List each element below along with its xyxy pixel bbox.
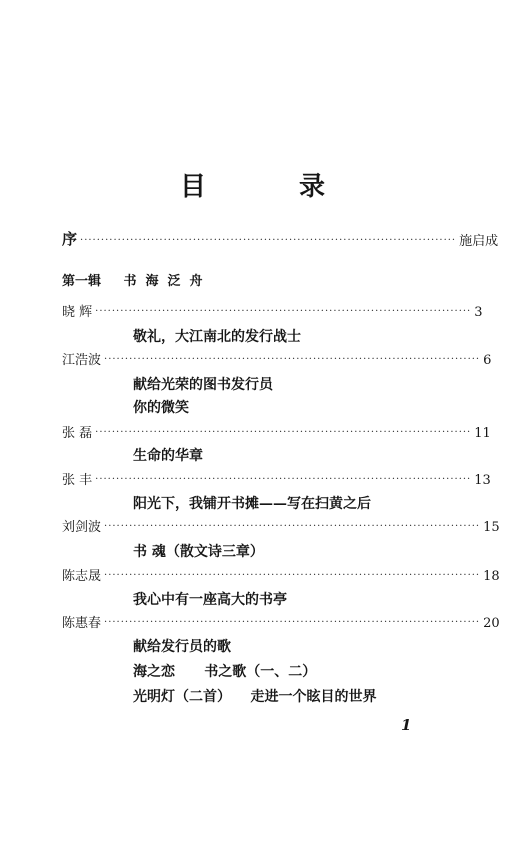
leader-dots: ·························································································· — [104, 570, 481, 581]
work-title: 阳光下，我铺开书摊——写在扫黄之后 — [133, 496, 371, 512]
work-title: 敬礼，大江南北的发行战士 — [133, 329, 301, 345]
preface-row — [62, 229, 499, 249]
leader-dots: ·························································································· — [104, 521, 481, 532]
page-number: 1 — [401, 716, 412, 734]
toc-entry — [62, 348, 492, 368]
entry-author: 江浩波 — [62, 353, 102, 368]
toc-entry — [62, 421, 491, 441]
toc-entry — [62, 564, 500, 584]
work-title: 献给光荣的图书发行员 — [133, 377, 273, 393]
page-title: 目 录 — [179, 172, 368, 202]
work-title: 光明灯（二首） 走进一个眩目的世界 — [133, 689, 377, 705]
toc-entry — [62, 611, 500, 631]
leader-dots: ·························································································· — [95, 427, 472, 438]
section-heading — [62, 270, 212, 289]
work-title: 海之恋 书之歌（一、二） — [133, 664, 317, 680]
entry-page-number: 15 — [483, 520, 500, 535]
entry-author: 陈志晟 — [62, 569, 102, 584]
work-title: 你的微笑 — [133, 400, 189, 416]
work-title: 献给发行员的歌 — [133, 639, 231, 655]
entry-author: 陈惠春 — [62, 616, 102, 631]
leader-dots: ·························································································· — [104, 354, 481, 365]
toc-entry — [62, 300, 483, 320]
leader-dots: ·························································································· — [80, 235, 457, 246]
leader-dots: ·························································································· — [95, 306, 472, 317]
work-title: 我心中有一座高大的书亭 — [133, 592, 287, 608]
entry-author: 张 丰 — [62, 473, 93, 488]
work-title: 生命的华章 — [133, 448, 203, 464]
leader-dots: ·························································································· — [104, 617, 481, 628]
toc-entry — [62, 468, 491, 488]
entry-page-number: 3 — [474, 305, 483, 320]
entry-page-number: 6 — [483, 353, 492, 368]
preface-label: 序 — [62, 230, 78, 248]
section-title: 书海泛舟 — [123, 274, 212, 289]
entry-page-number: 18 — [483, 569, 500, 584]
leader-dots: ·························································································· — [95, 474, 472, 485]
entry-author: 刘剑波 — [62, 520, 102, 535]
entry-author: 张 磊 — [62, 426, 93, 441]
entry-page-number: 20 — [483, 616, 500, 631]
entry-page-number: 13 — [474, 473, 491, 488]
preface-author: 施启成 — [459, 234, 499, 249]
work-title: 书 魂（散文诗三章） — [133, 544, 264, 560]
entry-author: 晓 辉 — [62, 305, 93, 320]
entry-page-number: 11 — [474, 426, 491, 441]
toc-entry — [62, 515, 500, 535]
section-number: 第一辑 — [62, 274, 102, 289]
